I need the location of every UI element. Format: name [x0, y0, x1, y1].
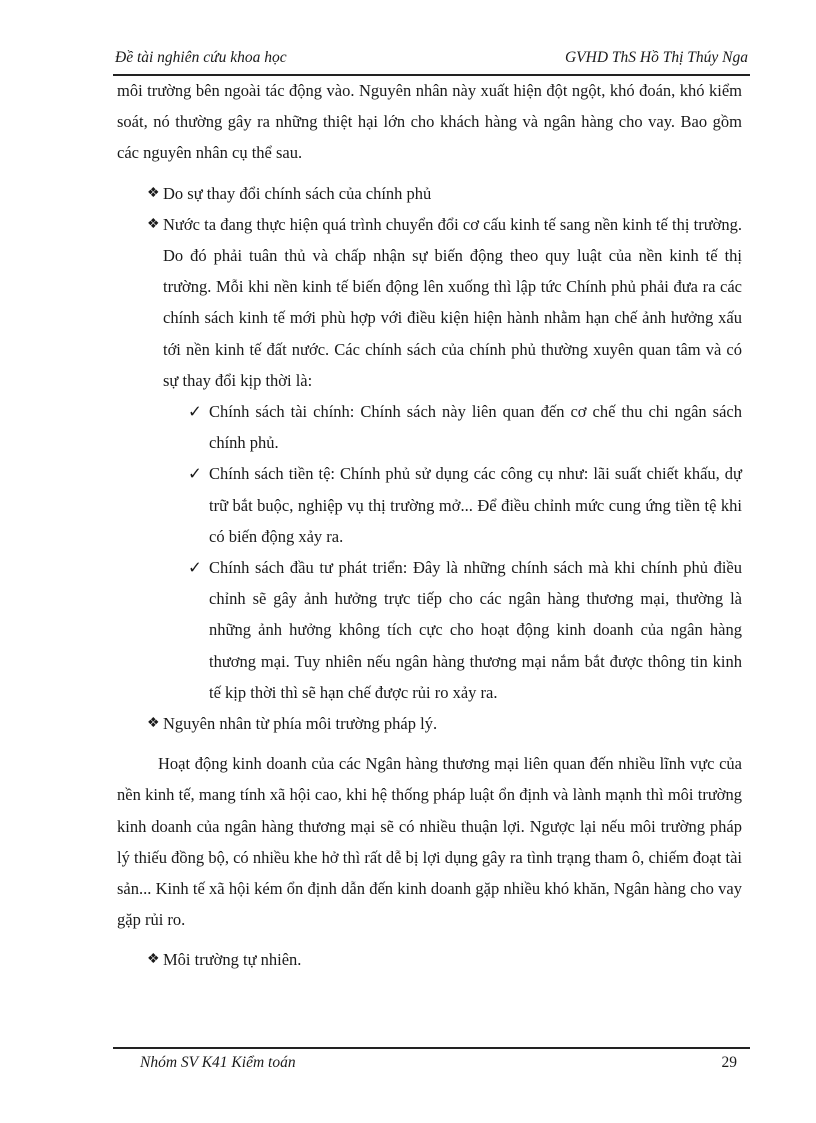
- diamond-bullet-icon: ❖: [147, 185, 160, 201]
- page-footer: [113, 1047, 750, 1071]
- page-header: [113, 46, 750, 76]
- body-paragraph: Hoạt động kinh doanh của các Ngân hàng thương mại liên quan đến nhiều lĩnh vực của nền kinh tế, mang tính xã hội cao, khi hệ thống pháp luật ổn định và lành mạnh thì môi trường kinh doanh của ngân hàng thương mại sẽ có nhiều thuận lợi. Ngược lại nếu môi trường pháp lý thiếu đồng bộ, có nhiều khe hở thì rất dễ bị lợi dụng gây ra tình trạng tham ô, chiếm đoạt tài sản... Kinh tế xã hội kém ổn định dẫn đến kinh doanh gặp nhiều khó khăn, Ngân hàng cho vay gặp rủi ro.: [117, 754, 742, 930]
- checkmark-icon: ✓: [188, 464, 202, 484]
- page-number: 29: [721, 1054, 737, 1071]
- check-list: [117, 396, 742, 708]
- checkmark-icon: ✓: [188, 558, 202, 578]
- check-text: Chính sách đầu tư phát triển: Đây là những chính sách mà khi chính phủ điều chỉnh sẽ gây ảnh hưởng trực tiếp cho các ngân hàng thương mại, thường là những ảnh hưởng không tích cực cho hoạt động kinh doanh của ngân hàng thương mại. Tuy nhiên nếu ngân hàng thương mại nắm bắt được thông tin kinh tế kịp thời thì sẽ hạn chế được rủi ro xảy ra.: [209, 558, 742, 702]
- list-item: [117, 458, 742, 552]
- check-text: Chính sách tiền tệ: Chính phủ sử dụng các công cụ như: lãi suất chiết khấu, dự trữ bắt buộc, nghiệp vụ thị trường mở... Để điều chỉnh mức cung ứng tiền tệ khi có biến động xảy ra.: [209, 464, 742, 546]
- footer-group: Nhóm SV K41 Kiểm toán: [140, 1054, 296, 1071]
- checkmark-icon: ✓: [188, 402, 202, 422]
- bullet-text: Nước ta đang thực hiện quá trình chuyển đổi cơ cấu kinh tế sang nền kinh tế thị trường. Do đó phải tuân thủ và chấp nhận sự biến động theo quy luật của nền kinh tế thị trường. Mỗi khi nền kinh tế biến động lên xuống thì lập tức Chính phủ phải đưa ra các chính sách kinh tế mới phù hợp với điều kiện hiện hành nhằm hạn chế ảnh hưởng xấu tới nền kinh tế đất nước. Các chính sách của chính phủ thường xuyên quan tâm và có sự thay đổi kịp thời là:: [163, 214, 742, 390]
- header-title: Đề tài nghiên cứu khoa học: [115, 49, 287, 66]
- bullet-text: Môi trường tự nhiên.: [163, 950, 302, 970]
- list-item: [117, 396, 742, 458]
- list-item: [117, 944, 742, 975]
- diamond-bullet-icon: ❖: [147, 216, 160, 232]
- list-item: [117, 209, 742, 396]
- bullet-text: Nguyên nhân từ phía môi trường pháp lý.: [163, 714, 438, 734]
- diamond-bullet-icon: ❖: [147, 952, 160, 968]
- diamond-bullet-icon: ❖: [147, 716, 160, 732]
- page-body: [117, 75, 742, 976]
- header-advisor: GVHD ThS Hồ Thị Thúy Nga: [564, 49, 748, 66]
- list-item: [117, 552, 742, 708]
- bullet-list: [117, 708, 742, 739]
- list-item: [117, 708, 742, 739]
- list-item: [117, 178, 742, 209]
- intro-paragraph: môi trường bên ngoài tác động vào. Nguyên nhân này xuất hiện đột ngột, khó đoán, khó kiểm soát, nó thường gây ra những thiệt hại lớn cho khách hàng và ngân hàng cho vay. Bao gồm các nguyên nhân cụ thể sau.: [117, 81, 742, 163]
- bullet-list: [117, 178, 742, 396]
- bullet-text: Do sự thay đổi chính sách của chính phủ: [163, 183, 432, 203]
- bullet-list: [117, 944, 742, 975]
- check-text: Chính sách tài chính: Chính sách này liên quan đến cơ chế thu chi ngân sách chính phủ.: [209, 402, 742, 453]
